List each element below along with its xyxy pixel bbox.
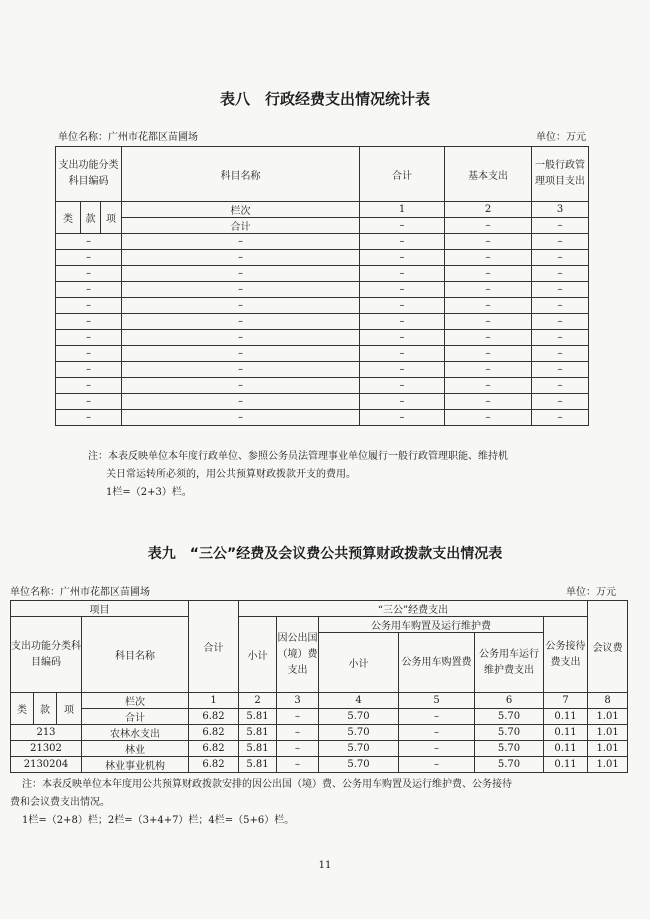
t8-empty-cell: –: [360, 234, 445, 250]
t9-header-project: 项目: [11, 601, 189, 617]
t8-empty-cell: –: [445, 394, 532, 410]
t8-empty-cell: –: [56, 266, 122, 282]
t8-empty-cell: –: [532, 394, 589, 410]
t8-empty-cell: –: [360, 298, 445, 314]
t9-header-kuan: 款: [34, 693, 57, 725]
t8-empty-cell: –: [532, 298, 589, 314]
t9-col-num: 8: [588, 693, 628, 709]
t8-empty-cell: –: [56, 234, 122, 250]
t9-col-label: 栏次: [82, 693, 189, 709]
t8-col-3: 3: [532, 202, 589, 218]
t8-empty-cell: –: [56, 250, 122, 266]
t8-empty-cell: –: [532, 266, 589, 282]
t9-row-name: 林业: [82, 741, 189, 757]
t8-total-2: –: [445, 218, 532, 234]
t9-cell: 6.82: [189, 725, 239, 741]
t8-header-func-code: 支出功能分类科目编码: [56, 147, 122, 202]
t9-col-num: 7: [544, 693, 588, 709]
t8-empty-cell: –: [56, 362, 122, 378]
t8-empty-cell: –: [360, 282, 445, 298]
t9-note-line: 1栏=（2+8）栏；2栏=（3+4+7）栏；4栏=（5+6）栏。: [22, 815, 295, 826]
t9-header-vehicle-maint: 公务用车运行维护费支出: [475, 633, 544, 693]
table9-title: 表九 “三公”经费及会议费公共预算财政拨款支出情况表: [147, 546, 503, 562]
t9-col-num: 4: [319, 693, 399, 709]
t9-col-num: 2: [239, 693, 277, 709]
t9-header-xiang: 项: [57, 693, 82, 725]
t8-empty-cell: –: [532, 362, 589, 378]
t9-cell: 1.01: [588, 709, 628, 725]
t9-cell: 0.11: [544, 757, 588, 773]
t9-row-name: 合计: [82, 709, 189, 725]
t9-cell: 5.81: [239, 709, 277, 725]
t8-empty-cell: –: [532, 314, 589, 330]
t8-empty-cell: –: [122, 346, 360, 362]
table9: [10, 600, 628, 773]
t8-empty-cell: –: [532, 282, 589, 298]
table8-note: [88, 448, 508, 502]
t8-empty-cell: –: [445, 410, 532, 426]
t9-cell: 5.70: [475, 741, 544, 757]
t8-empty-cell: –: [360, 250, 445, 266]
t8-empty-cell: –: [532, 330, 589, 346]
t9-col-num: 3: [277, 693, 319, 709]
t8-empty-cell: –: [360, 314, 445, 330]
t9-row-code: 2130204: [11, 757, 82, 773]
t9-cell: –: [399, 709, 475, 725]
t8-empty-cell: –: [56, 330, 122, 346]
t8-empty-cell: –: [445, 378, 532, 394]
t9-cell: 5.70: [319, 725, 399, 741]
t9-note-line: 注：本表反映单位本年度用公共预算财政拨款安排的因公出国（境）费、公务用车购置及运行维护费、公务接待: [22, 779, 512, 790]
t8-total-label: 合计: [122, 218, 360, 234]
t9-cell: 0.11: [544, 741, 588, 757]
t9-header-vehicle: 公务用车购置及运行维护费: [319, 617, 544, 633]
t8-empty-cell: –: [532, 234, 589, 250]
t8-empty-cell: –: [445, 346, 532, 362]
t9-cell: –: [399, 725, 475, 741]
t8-empty-cell: –: [56, 394, 122, 410]
t9-cell: 5.70: [319, 709, 399, 725]
t8-empty-cell: –: [56, 378, 122, 394]
t8-note-line: 注：本表反映单位本年度行政单位、参照公务员法管理事业单位履行一般行政管理职能、维持机: [88, 451, 508, 462]
table8-unit: 单位：万元: [536, 132, 586, 143]
t9-cell: –: [277, 741, 319, 757]
t9-cell: 0.11: [544, 725, 588, 741]
t9-cell: 5.70: [475, 709, 544, 725]
t8-empty-cell: –: [122, 266, 360, 282]
t8-empty-cell: –: [122, 250, 360, 266]
t9-note-line: 费和会议费支出情况。: [10, 797, 110, 808]
t8-empty-cell: –: [445, 330, 532, 346]
t8-empty-cell: –: [56, 346, 122, 362]
t9-cell: 1.01: [588, 757, 628, 773]
t8-empty-cell: –: [122, 330, 360, 346]
t9-header-sangong: “三公”经费支出: [239, 601, 588, 617]
t8-empty-cell: –: [56, 314, 122, 330]
t8-empty-cell: –: [360, 346, 445, 362]
page-number: 11: [318, 860, 332, 871]
t8-header-subject: 科目名称: [122, 147, 360, 202]
t9-header-func-code: 支出功能分类科目编码: [11, 617, 82, 693]
t8-note-line: 1栏=（2+3）栏。: [106, 487, 192, 498]
t9-cell: –: [277, 725, 319, 741]
t8-header-kuan: 款: [81, 202, 101, 234]
t8-empty-cell: –: [445, 362, 532, 378]
t9-col-num: 6: [475, 693, 544, 709]
t9-cell: –: [399, 757, 475, 773]
t8-empty-cell: –: [360, 330, 445, 346]
t8-empty-cell: –: [360, 410, 445, 426]
table9-unit-name: 单位名称：广州市花都区苗圃场: [10, 587, 150, 598]
t9-cell: 5.81: [239, 757, 277, 773]
t9-row-name: 农林水支出: [82, 725, 189, 741]
t9-cell: 5.81: [239, 725, 277, 741]
t9-col-num: 1: [189, 693, 239, 709]
t8-empty-cell: –: [122, 394, 360, 410]
t8-empty-cell: –: [122, 314, 360, 330]
t8-header-xiang: 项: [101, 202, 122, 234]
t9-header-total: 合计: [189, 601, 239, 693]
t9-header-subject: 科目名称: [82, 617, 189, 693]
table8-unit-name: 单位名称：广州市花都区苗圃场: [58, 132, 198, 143]
t9-header-meeting: 会议费: [588, 601, 628, 693]
t9-cell: –: [399, 741, 475, 757]
t8-empty-cell: –: [122, 282, 360, 298]
t9-col-num: 5: [399, 693, 475, 709]
t8-header-general-admin: 一般行政管理项目支出: [532, 147, 589, 202]
t9-cell: –: [277, 709, 319, 725]
t8-empty-cell: –: [532, 346, 589, 362]
t9-header-vehicle-subtotal: 小计: [319, 633, 399, 693]
t8-empty-cell: –: [56, 410, 122, 426]
t8-empty-cell: –: [360, 362, 445, 378]
table9-note: [10, 776, 512, 830]
t8-empty-cell: –: [445, 234, 532, 250]
t8-header-basic: 基本支出: [445, 147, 532, 202]
t8-empty-cell: –: [56, 282, 122, 298]
t9-cell: 5.81: [239, 741, 277, 757]
t9-cell: 6.82: [189, 757, 239, 773]
table8: [55, 146, 589, 426]
t8-total-1: –: [360, 218, 445, 234]
t9-header-abroad: 因公出国（境）费支出: [277, 617, 319, 693]
t8-empty-cell: –: [360, 394, 445, 410]
t8-empty-rows: [56, 234, 589, 426]
t9-header-subtotal: 小计: [239, 617, 277, 693]
t8-total-3: –: [532, 218, 589, 234]
t9-cell: 5.70: [475, 725, 544, 741]
t9-row-code: 21302: [11, 741, 82, 757]
t8-empty-cell: –: [445, 314, 532, 330]
t8-empty-cell: –: [445, 282, 532, 298]
t8-header-lei: 类: [56, 202, 81, 234]
t8-col-label: 栏次: [122, 202, 360, 218]
t8-empty-cell: –: [445, 250, 532, 266]
t9-cell: 1.01: [588, 741, 628, 757]
t9-header-vehicle-purchase: 公务用车购置费: [399, 633, 475, 693]
t9-cell: 5.70: [319, 757, 399, 773]
t9-header-reception: 公务接待费支出: [544, 617, 588, 693]
t9-header-lei: 类: [11, 693, 34, 725]
t9-cell: 5.70: [319, 741, 399, 757]
t8-empty-cell: –: [122, 298, 360, 314]
table8-title: 表八 行政经费支出情况统计表: [219, 90, 430, 108]
t8-empty-cell: –: [360, 378, 445, 394]
t8-col-2: 2: [445, 202, 532, 218]
t8-col-1: 1: [360, 202, 445, 218]
t8-empty-cell: –: [445, 266, 532, 282]
t9-cell: 1.01: [588, 725, 628, 741]
table9-unit: 单位：万元: [566, 587, 616, 598]
t8-empty-cell: –: [122, 234, 360, 250]
t8-note-line: 关日常运转所必须的，用公共预算财政拨款开支的费用。: [106, 469, 356, 480]
t8-empty-cell: –: [532, 250, 589, 266]
t9-row-name: 林业事业机构: [82, 757, 189, 773]
t8-empty-cell: –: [532, 378, 589, 394]
t9-cell: 6.82: [189, 709, 239, 725]
t8-empty-cell: –: [122, 410, 360, 426]
t8-empty-cell: –: [122, 362, 360, 378]
t9-cell: 5.70: [475, 757, 544, 773]
t9-cell: –: [277, 757, 319, 773]
t8-empty-cell: –: [532, 410, 589, 426]
t8-header-total: 合计: [360, 147, 445, 202]
t8-empty-cell: –: [122, 378, 360, 394]
t9-cell: 0.11: [544, 709, 588, 725]
t8-empty-cell: –: [445, 298, 532, 314]
t9-row-code: 213: [11, 725, 82, 741]
t9-cell: 6.82: [189, 741, 239, 757]
t8-empty-cell: –: [360, 266, 445, 282]
t8-empty-cell: –: [56, 298, 122, 314]
